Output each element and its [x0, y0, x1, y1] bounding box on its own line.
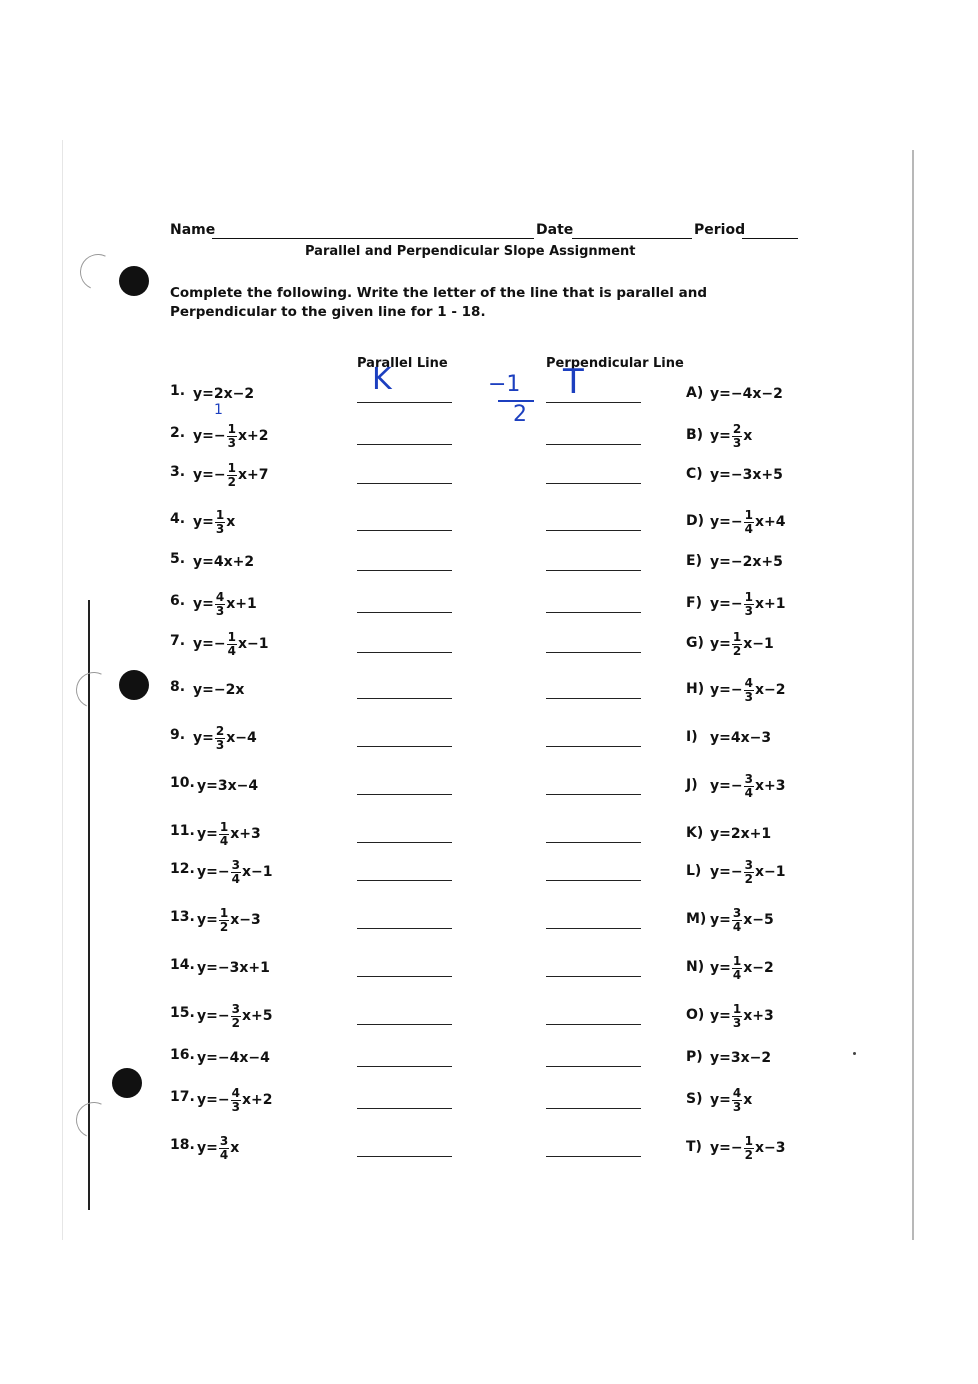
fraction-numerator: 3: [732, 905, 742, 920]
perpendicular-answer-blank[interactable]: [546, 1108, 641, 1109]
fraction: [744, 859, 754, 886]
fraction-denominator: 4: [732, 967, 742, 982]
eq-part: y=: [710, 960, 731, 976]
parallel-answer-blank[interactable]: [357, 444, 452, 445]
perpendicular-answer-blank[interactable]: [546, 612, 641, 613]
problem-row: [0, 419, 978, 453]
fraction-numerator: 1: [744, 507, 753, 522]
fraction: [744, 677, 754, 704]
perpendicular-answer-blank[interactable]: [546, 1024, 641, 1025]
option-letter: N): [686, 959, 705, 975]
problem-row: [0, 505, 978, 539]
fraction-numerator: 1: [219, 819, 229, 834]
fraction-numerator: 1: [732, 629, 742, 644]
fraction-denominator: 3: [732, 1015, 742, 1030]
fraction-numerator: 2: [215, 723, 225, 738]
problem-equation: [197, 769, 258, 803]
eq-part: x+3: [754, 778, 786, 794]
problem-number: 7.: [170, 633, 186, 649]
hole-arc-top: [75, 249, 121, 295]
parallel-answer-blank[interactable]: [357, 698, 452, 699]
perpendicular-answer-blank[interactable]: [546, 530, 641, 531]
eq-part: y=: [710, 636, 731, 652]
perpendicular-column-header: Perpendicular Line: [546, 356, 684, 371]
problem-equation: [197, 1083, 272, 1117]
option-letter: H): [686, 681, 705, 697]
parallel-answer-blank[interactable]: [357, 1024, 452, 1025]
problem-number: 16.: [170, 1047, 195, 1063]
parallel-answer-blank[interactable]: [357, 880, 452, 881]
problem-row: [0, 721, 978, 755]
eq-part: x: [230, 1140, 240, 1156]
fraction-numerator: 1: [744, 1133, 753, 1148]
period-field[interactable]: [742, 238, 798, 239]
eq-part: y=: [197, 912, 218, 928]
eq-part: y=−: [197, 1092, 230, 1108]
option-letter: P): [686, 1049, 703, 1065]
eq-part: y=−: [710, 864, 743, 880]
eq-part: x+4: [754, 514, 786, 530]
fraction-denominator: 3: [215, 603, 225, 618]
fraction: [732, 907, 742, 934]
option-equation: [710, 545, 783, 579]
fraction: [215, 591, 225, 618]
parallel-answer-blank[interactable]: [357, 1066, 452, 1067]
problem-row: [0, 1083, 978, 1117]
problem-equation: [197, 999, 272, 1033]
eq-part: x−3: [230, 912, 261, 928]
eq-part: y=4x+2: [193, 554, 255, 570]
eq-part: y=−: [710, 514, 743, 530]
fraction-numerator: 1: [227, 421, 236, 436]
fraction: [219, 1135, 229, 1162]
parallel-answer-blank[interactable]: [357, 1108, 452, 1109]
option-equation: [710, 673, 785, 707]
fraction-denominator: 3: [732, 435, 742, 450]
perpendicular-answer-blank[interactable]: [546, 746, 641, 747]
eq-part: y=: [710, 912, 731, 928]
problem-number: 13.: [170, 909, 195, 925]
fraction-numerator: 3: [744, 771, 753, 786]
eq-part: y=−: [710, 682, 743, 698]
problem-equation: [193, 587, 257, 621]
fraction: [227, 462, 237, 489]
problem-number: 9.: [170, 727, 186, 743]
eq-part: y=3x−2: [710, 1050, 772, 1066]
date-field[interactable]: [572, 238, 692, 239]
eq-part: y=3x−4: [197, 778, 259, 794]
eq-part: y=−: [710, 778, 743, 794]
eq-part: x: [743, 1092, 753, 1108]
problem-number: 18.: [170, 1137, 195, 1153]
option-equation: [710, 1131, 785, 1165]
fraction-numerator: 1: [219, 905, 229, 920]
worksheet-header: [170, 222, 800, 242]
option-letter: F): [686, 595, 702, 611]
option-letter: J): [686, 777, 698, 793]
parallel-answer-blank[interactable]: [357, 794, 452, 795]
problem-row: [0, 545, 978, 579]
eq-part: y=−: [197, 864, 230, 880]
problem-number: 3.: [170, 464, 186, 480]
date-label: Date: [536, 222, 574, 238]
problem-equation: [197, 903, 261, 937]
problem-row: [0, 903, 978, 937]
perpendicular-answer-blank[interactable]: [546, 570, 641, 571]
eq-part: x+3: [230, 826, 261, 842]
option-letter: K): [686, 825, 704, 841]
option-equation: [710, 855, 785, 889]
eq-part: x−2: [743, 960, 774, 976]
fraction-denominator: 3: [732, 1099, 742, 1114]
eq-part: y=−: [193, 467, 226, 483]
parallel-answer-blank[interactable]: [357, 612, 452, 613]
fraction-numerator: 1: [732, 1001, 742, 1016]
eq-part: y=−: [193, 636, 226, 652]
problem-equation: [193, 721, 257, 755]
option-letter: O): [686, 1007, 705, 1023]
problem-number: 4.: [170, 511, 186, 527]
fraction: [744, 509, 754, 536]
problem-equation: [193, 627, 268, 661]
option-equation: [710, 377, 783, 411]
fraction-denominator: 4: [732, 919, 742, 934]
problem-number: 6.: [170, 593, 186, 609]
problem-row: [0, 951, 978, 985]
parallel-answer-blank[interactable]: [357, 928, 452, 929]
option-letter: C): [686, 466, 703, 482]
problem-equation: [197, 1041, 270, 1075]
problem-equation: [197, 1131, 239, 1165]
instructions: Complete the following. Write the letter of the line that is parallel and Perpendicular to the given line for 1 - 18.: [170, 285, 708, 320]
eq-part: x: [743, 428, 753, 444]
fraction-denominator: 3: [744, 689, 753, 704]
eq-part: y=: [710, 428, 731, 444]
problem-row: [0, 999, 978, 1033]
fraction: [231, 1087, 241, 1114]
problem-number: 11.: [170, 823, 195, 839]
problem-number: 14.: [170, 957, 195, 973]
problem-row: [0, 855, 978, 889]
eq-part: y=−2x: [193, 682, 245, 698]
eq-part: y=4x−3: [710, 730, 772, 746]
problem-equation: [193, 377, 254, 411]
problem-number: 10.: [170, 775, 195, 791]
fraction: [227, 423, 237, 450]
problem-row: [0, 817, 978, 851]
fraction-numerator: 4: [231, 1085, 240, 1100]
eq-part: y=−: [710, 596, 743, 612]
eq-part: y=2x+1: [710, 826, 772, 842]
option-equation: [710, 769, 785, 803]
problem-equation: [197, 951, 270, 985]
eq-part: x+7: [237, 467, 269, 483]
fraction-denominator: 4: [219, 1147, 229, 1162]
eq-part: x+2: [241, 1092, 273, 1108]
eq-part: y=: [197, 1140, 218, 1156]
binder-hole-top: [119, 266, 149, 296]
perpendicular-answer-blank[interactable]: [546, 444, 641, 445]
perpendicular-answer-blank[interactable]: [546, 794, 641, 795]
fraction: [231, 859, 241, 886]
problem-equation: [193, 458, 268, 492]
fraction-denominator: 3: [744, 603, 753, 618]
fraction-numerator: 1: [215, 507, 225, 522]
fraction-denominator: 3: [215, 737, 225, 752]
fraction: [219, 821, 229, 848]
handwritten-slope-numerator: −1: [488, 372, 521, 397]
fraction-numerator: 1: [227, 629, 236, 644]
fraction-numerator: 3: [744, 857, 753, 872]
option-letter: L): [686, 863, 702, 879]
parallel-answer-blank[interactable]: [357, 746, 452, 747]
fraction-denominator: 4: [219, 833, 229, 848]
fraction-denominator: 4: [744, 521, 753, 536]
option-equation: [710, 1041, 771, 1075]
fraction-denominator: 4: [744, 785, 753, 800]
problem-equation: [193, 673, 244, 707]
option-letter: D): [686, 513, 705, 529]
problem-number: 15.: [170, 1005, 195, 1021]
eq-part: x−2: [754, 682, 786, 698]
problem-equation: [193, 505, 235, 539]
problem-number: 12.: [170, 861, 195, 877]
perpendicular-answer-blank[interactable]: [546, 402, 641, 403]
fraction-numerator: 1: [744, 589, 753, 604]
fraction-numerator: 3: [231, 857, 240, 872]
fraction: [215, 725, 225, 752]
problem-equation: [193, 419, 268, 453]
eq-part: x+3: [743, 1008, 774, 1024]
parallel-answer-blank[interactable]: [357, 652, 452, 653]
fraction: [231, 1003, 241, 1030]
problem-row: [0, 673, 978, 707]
perpendicular-answer-blank[interactable]: [546, 1156, 641, 1157]
problem-row: [0, 769, 978, 803]
fraction-numerator: 4: [732, 1085, 742, 1100]
fraction: [227, 631, 237, 658]
option-equation: [710, 1083, 752, 1117]
option-equation: [710, 627, 774, 661]
problem-number: 8.: [170, 679, 186, 695]
option-equation: [710, 458, 783, 492]
parallel-answer-blank[interactable]: [357, 976, 452, 977]
eq-part: x−4: [226, 730, 257, 746]
option-equation: [710, 817, 771, 851]
fraction-denominator: 3: [227, 435, 236, 450]
option-letter: I): [686, 729, 698, 745]
fraction: [732, 1003, 742, 1030]
problem-number: 1.: [170, 383, 186, 399]
perpendicular-answer-blank[interactable]: [546, 698, 641, 699]
eq-part: y=: [197, 826, 218, 842]
fraction-numerator: 4: [215, 589, 225, 604]
eq-part: y=: [710, 1008, 731, 1024]
fraction-numerator: 2: [732, 421, 742, 436]
period-label: Period: [694, 222, 746, 238]
problem-number: 17.: [170, 1089, 195, 1105]
fraction-denominator: 2: [231, 1015, 240, 1030]
eq-part: x−1: [241, 864, 273, 880]
problem-row: [0, 587, 978, 621]
fraction-denominator: 4: [227, 643, 236, 658]
option-letter: G): [686, 635, 704, 651]
handwritten-answer-perp-1: T: [563, 362, 584, 402]
perpendicular-answer-blank[interactable]: [546, 880, 641, 881]
problem-number: 5.: [170, 551, 186, 567]
option-letter: E): [686, 553, 702, 569]
option-equation: [710, 951, 774, 985]
problem-number: 2.: [170, 425, 186, 441]
handwritten-slope-denominator: 2: [513, 402, 527, 427]
eq-part: y=−4x−2: [710, 386, 783, 402]
fraction: [732, 631, 742, 658]
eq-part: y=2x−2: [193, 386, 255, 402]
option-equation: [710, 903, 774, 937]
handwritten-answer-parallel-1: K: [372, 362, 392, 397]
option-equation: [710, 587, 785, 621]
eq-part: y=: [193, 596, 214, 612]
parallel-column-header: Parallel Line: [357, 356, 448, 371]
eq-part: x−3: [754, 1140, 786, 1156]
eq-part: x−1: [237, 636, 269, 652]
eq-part: x+2: [237, 428, 269, 444]
fraction-denominator: 2: [227, 474, 236, 489]
perpendicular-answer-blank[interactable]: [546, 842, 641, 843]
option-letter: T): [686, 1139, 702, 1155]
eq-part: y=: [193, 730, 214, 746]
option-letter: M): [686, 911, 707, 927]
eq-part: y=: [193, 514, 214, 530]
eq-part: y=−4x−4: [197, 1050, 270, 1066]
fraction-numerator: 4: [744, 675, 753, 690]
eq-part: y=−: [710, 1140, 743, 1156]
name-field[interactable]: [212, 238, 534, 239]
parallel-answer-blank[interactable]: [357, 570, 452, 571]
fraction-denominator: 2: [219, 919, 229, 934]
problem-equation: [197, 817, 261, 851]
eq-part: x−5: [743, 912, 774, 928]
fraction-denominator: 4: [231, 871, 240, 886]
fraction-numerator: 1: [227, 460, 236, 475]
fraction-denominator: 2: [744, 871, 753, 886]
perpendicular-answer-blank[interactable]: [546, 483, 641, 484]
fraction-numerator: 3: [219, 1133, 229, 1148]
perpendicular-answer-blank[interactable]: [546, 652, 641, 653]
fraction-denominator: 2: [744, 1147, 753, 1162]
parallel-answer-blank[interactable]: [357, 402, 452, 403]
fraction: [732, 423, 742, 450]
eq-part: y=: [710, 1092, 731, 1108]
eq-part: x+1: [226, 596, 257, 612]
problem-row: [0, 1131, 978, 1165]
eq-part: y=−: [197, 1008, 230, 1024]
problem-equation: [197, 855, 272, 889]
fraction: [732, 955, 742, 982]
eq-part: y=−: [193, 428, 226, 444]
eq-part: x: [226, 514, 236, 530]
fraction-denominator: 2: [732, 643, 742, 658]
perpendicular-answer-blank[interactable]: [546, 928, 641, 929]
option-letter: A): [686, 385, 704, 401]
problem-row: [0, 1041, 978, 1075]
fraction-numerator: 3: [231, 1001, 240, 1016]
option-equation: [710, 419, 752, 453]
problem-equation: [193, 545, 254, 579]
parallel-answer-blank[interactable]: [357, 842, 452, 843]
page-title: Parallel and Perpendicular Slope Assignment: [305, 244, 636, 259]
problem-row: [0, 627, 978, 661]
option-letter: B): [686, 427, 704, 443]
option-equation: [710, 505, 785, 539]
option-letter: S): [686, 1091, 703, 1107]
parallel-answer-blank[interactable]: [357, 1156, 452, 1157]
eq-part: x−1: [743, 636, 774, 652]
parallel-answer-blank[interactable]: [357, 483, 452, 484]
option-equation: [710, 999, 774, 1033]
problem-row: [0, 458, 978, 492]
name-label: Name: [170, 222, 216, 238]
eq-part: y=−3x+5: [710, 467, 783, 483]
perpendicular-answer-blank[interactable]: [546, 1066, 641, 1067]
handwritten-slope-mark: 1: [214, 402, 223, 418]
fraction: [744, 1135, 754, 1162]
eq-part: y=−2x+5: [710, 554, 783, 570]
fraction: [744, 773, 754, 800]
fraction: [744, 591, 754, 618]
option-equation: [710, 721, 771, 755]
eq-part: x+5: [241, 1008, 273, 1024]
perpendicular-answer-blank[interactable]: [546, 976, 641, 977]
eq-part: y=−3x+1: [197, 960, 270, 976]
fraction-denominator: 3: [215, 521, 225, 536]
eq-part: x+1: [754, 596, 786, 612]
eq-part: x−1: [754, 864, 786, 880]
fraction-denominator: 3: [231, 1099, 240, 1114]
fraction: [219, 907, 229, 934]
fraction-numerator: 1: [732, 953, 742, 968]
fraction: [215, 509, 225, 536]
parallel-answer-blank[interactable]: [357, 530, 452, 531]
fraction: [732, 1087, 742, 1114]
